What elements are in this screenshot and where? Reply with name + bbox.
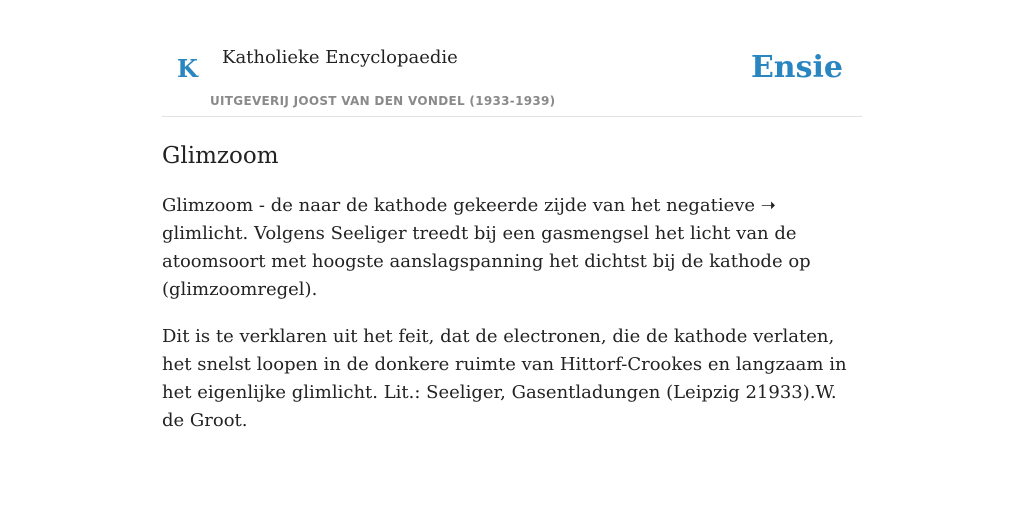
publisher-label: UITGEVERIJ JOOST VAN DEN VONDEL (1933-1939) <box>210 94 556 108</box>
entry-title: Glimzoom <box>162 143 279 169</box>
page <box>162 0 862 435</box>
source-logo[interactable]: K <box>177 54 198 83</box>
ensie-logo-link[interactable]: Ensie <box>750 50 843 85</box>
source-title-link[interactable]: Katholieke Encyclopaedie <box>222 47 458 68</box>
source-header <box>162 44 862 117</box>
entry-paragraph-2: Dit is te verklaren uit het feit, dat de electronen, die de kathode verlaten, het snelst loopen in de donkere ruimte van Hittorf-Crookes en langzaam in het eigenlijke glimlicht. Lit.: Seeliger, Gasentladungen (Leipzig 21933).W. de Groot. <box>162 326 847 431</box>
entry-paragraph-1: Glimzoom - de naar de kathode gekeerde zijde van het negatieve ➝ glimlicht. Volgens Seeliger treedt bij een gasmengsel het licht van de atoomsoort met hoogste aanslagspanning het dichtst bij de kathode op (glimzoomregel). <box>162 195 811 300</box>
